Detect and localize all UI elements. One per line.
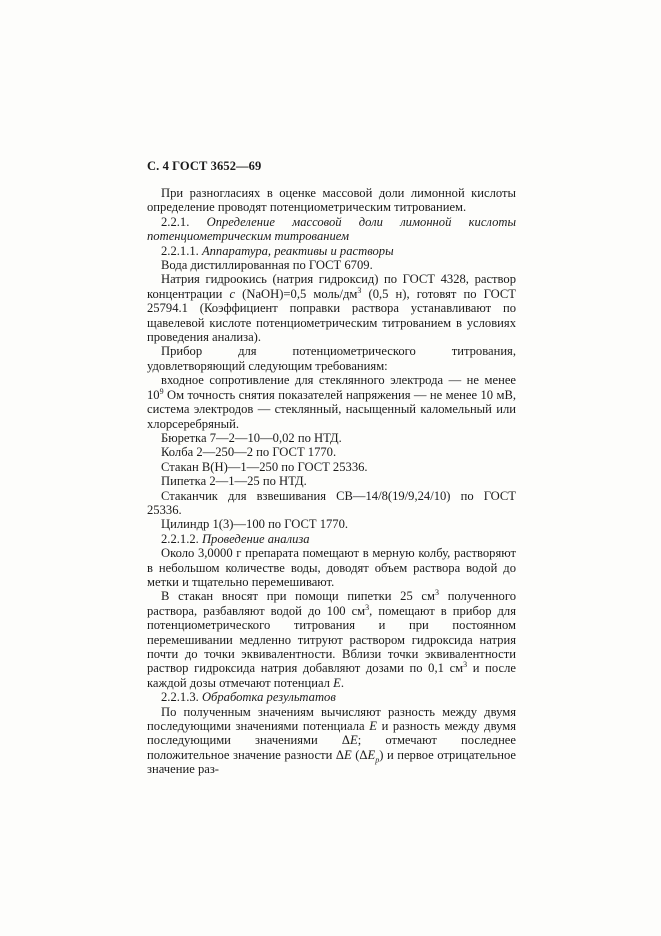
section-2-2-1 <box>147 215 516 244</box>
symbol-e: E <box>367 747 376 762</box>
symbol-c: c <box>229 286 236 301</box>
item-device: Прибор для потенциометрического титрования, удовлетворяющий следующим требованиям: <box>147 344 516 373</box>
paragraph-analysis-1: Около 3,0000 г препарата помещают в мерную колбу, растворяют в небольшом количестве воды, доводят объем раствора водой до метки и тщательно перемешивают. <box>147 546 516 589</box>
paragraph-processing <box>147 705 516 777</box>
symbol-e: E <box>344 747 352 762</box>
item-weigh-cup: Стаканчик для взвешивания СВ—14/8(19/9,24/10) по ГОСТ 25336. <box>147 488 516 517</box>
symbol-e: E <box>349 733 358 748</box>
text-run: Ом точность снятия показателей напряжения — не менее 10 мВ, система электродов — стеклянный, насыщенный каломельный или хлорсеребряный. <box>147 387 516 431</box>
section-2-2-1-3 <box>147 690 516 704</box>
section-2-2-1-1 <box>147 244 516 258</box>
section-title: Аппаратура, реактивы и растворы <box>201 243 394 258</box>
item-water: Вода дистиллированная по ГОСТ 6709. <box>161 258 373 273</box>
superscript: 3 <box>357 285 362 295</box>
item-beaker: Стакан В(Н)—1—250 по ГОСТ 25336. <box>161 459 368 474</box>
text-run: ; отмечают последнее положительное значение разности Δ <box>147 733 516 762</box>
text-run: (NaOH)=0,5 моль/дм <box>242 286 358 301</box>
section-number: 2.2.1.3. <box>161 690 199 705</box>
section-title: Проведение анализа <box>201 531 310 546</box>
text-run: входное сопротивление для стеклянного электрода — не менее 10 <box>147 373 516 402</box>
item-burette: Бюретка 7—2—10—0,02 по НТД. <box>161 430 342 445</box>
superscript: 3 <box>463 660 468 670</box>
item-pipette: Пипетка 2—1—25 по НТД. <box>161 474 307 489</box>
text-run: (0,5 н), готовят по ГОСТ 25794.1 (Коэффициент поправки раствора устанавливают по щавелевой кислоте потенциометрическим титрованием в условиях проведения анализа). <box>147 286 516 345</box>
text-run: и после каждой дозы отмечают потенциал <box>147 661 517 690</box>
section-number: 2.2.1.1. <box>161 243 199 258</box>
item-cylinder: Цилиндр 1(3)—100 по ГОСТ 1770. <box>161 517 349 532</box>
section-title: Определение массовой доли лимонной кислоты потенциометрическим титрованием <box>147 214 516 244</box>
superscript: 3 <box>435 588 439 598</box>
item-naoh <box>147 272 516 344</box>
symbol-e: E <box>369 719 377 734</box>
section-title: Обработка результатов <box>201 690 336 705</box>
subscript: p <box>375 755 380 765</box>
text-run: ) и первое отрицательное значение раз- <box>147 747 516 777</box>
item-requirements <box>147 373 516 431</box>
item-flask: Колба 2—250—2 по ГОСТ 1770. <box>161 445 337 460</box>
section-number: 2.2.1.2. <box>161 531 199 546</box>
superscript: 9 <box>159 386 164 396</box>
text-run: Натрия гидроокись (натрия гидроксид) по ГОСТ 4328, раствор концентрации <box>147 272 516 301</box>
section-2-2-1-2 <box>147 532 516 546</box>
text-run: полученного раствора, разбавляют водой до 100 см <box>147 589 516 618</box>
paragraph-intro: При разногласиях в оценке массовой доли лимонной кислоты определение проводят потенциометрическим титрованием. <box>147 186 516 215</box>
text-run: и разность между двумя последующими значениями Δ <box>147 719 516 748</box>
text-run: , помещают в прибор для потенциометрического титрования и при постоянном перемешивании медленно титруют раствором гидроксида натрия почти до точки эквивалентности. Вблизи точки эквивалентности раствор гидроксида натрия добавляют дозами по 0,1 см <box>147 603 516 676</box>
document-body <box>147 186 516 777</box>
paragraph-analysis-2: В стакан вносят при помощи пипетки 25 $см^3$ полученного раствора, разбавляют водой до 100 $см^3$, помещают в прибор для потенциометрического титрования и при постоянном перемешивании медленно титруют раствором гидроксида натрия почти до точки эквивалентности. Вблизи точки эквивалентности раствор гидроксида натрия добавляют дозами по 0,1 $см^3$ и после каждой дозы отмечают потенциал E. <box>147 588 517 690</box>
text-run: (Δ <box>355 747 368 762</box>
symbol-e: E <box>333 675 341 690</box>
page-header: С. 4 ГОСТ 3652—69 <box>147 159 262 173</box>
section-number: 2.2.1. <box>161 214 190 229</box>
superscript: 3 <box>365 602 370 612</box>
text-run: По полученным значениям вычисляют разность между двумя последующими значениями потенциала <box>147 704 516 734</box>
text-run: В стакан вносят при помощи пипетки 25 см <box>161 589 435 604</box>
